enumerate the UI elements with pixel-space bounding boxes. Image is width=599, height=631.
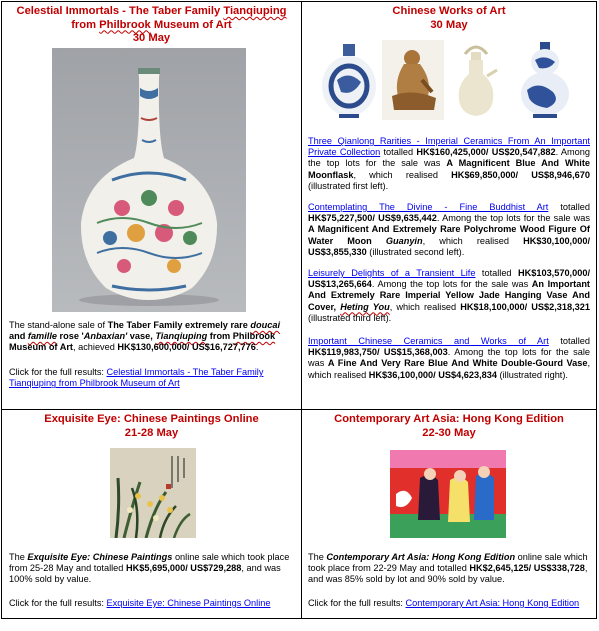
chinese-sale-1 [308,136,590,192]
text-part: totalled [475,268,518,278]
text-part: The stand-alone sale of [9,320,108,330]
text-part: totalled [548,202,590,212]
tianqiuping-vase-image [52,48,246,312]
text-part: . Among the top lots for the sale was [308,147,590,169]
text-part: totalled [380,147,417,158]
guanyin-figure-image [382,40,444,120]
cell-celestial-immortals [1,1,302,410]
title-part: Tianqiuping [223,5,287,17]
text-part: HK$36,100,000/ US$4,623,834 [368,369,497,380]
text-part: , which realised [353,169,452,180]
chinese-title-text: Chinese Works of Art [392,5,506,17]
jade-hanging-vase-image [447,40,505,120]
text-part: (illustrated right). [497,369,568,380]
chinese-sale-4 [308,336,590,381]
text-part: , and was 85% sold by lot and 90% sold by value. [308,563,588,585]
text-part: (illustrated first left). [308,180,389,191]
text-part: from [207,331,233,342]
text-part: , which realised [422,235,524,246]
title-part: Museum of Art [150,18,232,31]
text-part: Philbrook [232,331,276,342]
contemplating-the-divine-link[interactable]: Contemplating The Divine - Fine Buddhist Art [308,202,549,212]
click-label: Click for the full results: [9,598,107,608]
celestial-description [9,320,297,354]
cell-chinese-works-of-art [301,1,597,410]
text-part: HK$30,100,000/ US$3,855,330 [308,235,590,257]
chinese-date: 30 May [430,18,468,31]
chinese-sale-3 [308,268,590,324]
text-part: A Fine And Very Rare Blue And White Double-Gourd Vase [327,358,588,369]
chinese-painting-image [110,448,196,538]
text-part: Guanyin [385,235,423,246]
exquisite-results-link[interactable]: Exquisite Eye: Chinese Paintings Online [106,598,271,608]
text-part: famille [27,331,57,342]
text-part: Tianqiuping [155,331,208,342]
text-part: (illustrated third left). [308,312,392,323]
text-part: Contemporary Art Asia: Hong Kong Edition [326,552,516,562]
text-part: . Among the top lots for the sale was [371,279,532,290]
contemporary-title-text: Contemporary Art Asia: Hong Kong Edition [334,413,564,425]
text-part: Museum of Art [9,342,73,353]
celestial-title [6,5,297,46]
title-part: Philbrook [99,18,151,31]
exquisite-title-text: Exquisite Eye: Chinese Paintings Online [44,413,259,425]
text-part: An Important And Extremely Rare Imperial Yellow Jade Hanging Vase And Cover, [308,279,590,312]
three-qianlong-rarities-link[interactable]: Three Qianlong Rarities - Imperial Ceramics From An Important Private Collection [308,136,590,158]
text-part: . Among the top lots for the sale was [308,347,590,369]
text-part: , achieved [72,342,118,353]
contemporary-title [306,413,592,440]
text-part: The [9,552,28,562]
text-part: vase, [127,331,156,342]
click-label: Click for the full results: [9,367,107,377]
text-part: HK$69,850,000/ US$8,946,670 [451,169,591,180]
text-part: A Magnificent Blue And White Moonflask [308,158,590,180]
text-part: HK$2,645,125/ US$338,728 [469,563,585,574]
contemporary-results-link[interactable]: Contemporary Art Asia: Hong Kong Edition [405,598,580,608]
chinese-title [306,5,592,32]
celestial-results [9,367,297,389]
moonflask-image [319,40,379,120]
text-part: HK$119,983,750/ US$15,368,003 [308,347,448,358]
text-part: HK$75,227,500/ US$9,635,442 [308,213,437,224]
text-part: Heting You [340,301,390,312]
text-part: rose ' [57,331,84,342]
text-part: HK$18,100,000/ US$2,318,321 [460,301,590,312]
text-part: , and was 100% sold by value. [9,563,281,585]
contemporary-results [308,598,590,609]
text-part: . Among the top lots for the sale was [436,213,590,224]
contemporary-description [308,552,590,586]
text-part: HK$130,600,000/ US$16,727,776 [117,342,256,353]
title-part: from [71,18,100,31]
cell-exquisite-eye [1,409,302,619]
contemporary-painting-image [390,450,506,538]
title-part: Celestial Immortals - The Taber Family [16,5,224,17]
contemporary-date: 22-30 May [422,426,476,439]
text-part: and [9,331,28,342]
exquisite-date: 21-28 May [124,426,179,439]
text-part: A Magnificent And Extremely Rare Polychrome Wood Figure Of Water Moon [308,224,590,246]
chinese-sale-2 [308,202,590,258]
exquisite-results [9,598,297,609]
text-part: online sale which took place from 22-29 May and totalled [308,552,588,574]
text-part: doucai [250,320,281,330]
text-part: totalled [548,336,590,346]
text-part: Anbaxian' [83,331,128,342]
celestial-date: 30 May [132,32,171,44]
exquisite-title [6,413,297,440]
celestial-results-link[interactable]: Celestial Immortals - The Taber Family Tianqiuping from Philbrook Museum of Art [9,367,264,389]
double-gourd-vase-image [509,40,581,120]
click-label: Click for the full results: [308,598,406,608]
text-part: HK$5,695,000/ US$729,288 [125,563,242,574]
important-chinese-ceramics-link[interactable]: Important Chinese Ceramics and Works of Art [308,336,549,346]
leisurely-delights-link[interactable]: Leisurely Delights of a Transient Life [308,268,476,278]
text-part: (illustrated second left). [366,246,465,257]
text-part: online sale which took place from 25-28 May and totalled [9,552,290,574]
results-table [1,1,597,619]
text-part: The Taber Family extremely rare [107,320,251,330]
text-part: , which realised [308,358,590,380]
cell-contemporary-art-asia [301,409,597,619]
text-part: , which realised [389,301,461,312]
text-part: Exquisite Eye: Chinese Paintings [27,552,173,562]
text-part: . [255,342,259,353]
text-part: HK$103,570,000/ US$13,265,664 [308,268,590,290]
exquisite-description [9,552,297,586]
text-part: The [308,552,327,562]
text-part: HK$160,425,000/ US$20,547,882 [416,147,556,158]
